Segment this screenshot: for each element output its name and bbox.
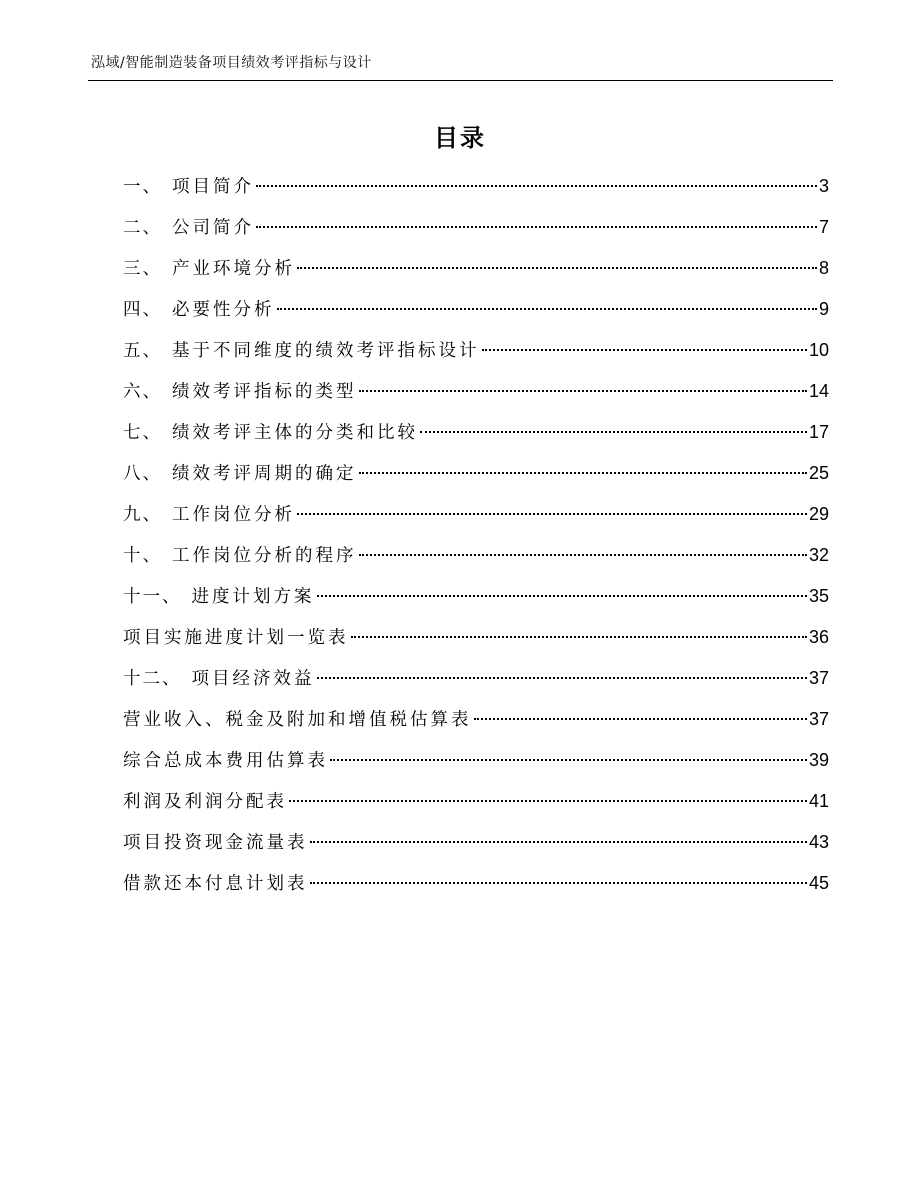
toc-entry-number: 一、	[123, 177, 162, 197]
toc-entry-title: 综合总成本费用估算表	[123, 751, 328, 771]
toc-entry[interactable]	[123, 785, 829, 826]
toc-entry-title: 绩效考评指标的类型	[172, 382, 357, 402]
toc-entry[interactable]	[123, 211, 829, 252]
toc-entry[interactable]	[123, 293, 829, 334]
toc-entry-page-number: 35	[808, 586, 829, 606]
page-title: 目录	[434, 124, 486, 152]
toc-entry-page-number: 29	[808, 504, 829, 524]
toc-entry[interactable]	[123, 867, 829, 908]
toc-dot-leader	[359, 472, 807, 474]
toc-entry[interactable]	[123, 375, 829, 416]
toc-entry-title: 基于不同维度的绩效考评指标设计	[172, 341, 480, 361]
toc-entry[interactable]	[123, 703, 829, 744]
toc-entry[interactable]	[123, 662, 829, 703]
toc-entry-page-number: 41	[808, 791, 829, 811]
table-of-contents	[123, 170, 829, 908]
running-header: 泓域/智能制造装备项目绩效考评指标与设计	[91, 55, 372, 71]
toc-entry-number: 六、	[123, 382, 162, 402]
toc-entry-page-number: 39	[808, 750, 829, 770]
toc-entry-number: 五、	[123, 341, 162, 361]
toc-dot-leader	[482, 349, 807, 351]
toc-dot-leader	[256, 185, 817, 187]
toc-entry[interactable]	[123, 621, 829, 662]
toc-dot-leader	[317, 595, 807, 597]
toc-entry-title: 公司简介	[172, 218, 254, 238]
toc-entry-number: 三、	[123, 259, 162, 279]
toc-dot-leader	[310, 841, 807, 843]
toc-entry[interactable]	[123, 580, 829, 621]
toc-entry-page-number: 36	[808, 627, 829, 647]
toc-entry-page-number: 14	[808, 381, 829, 401]
toc-dot-leader	[359, 390, 807, 392]
toc-dot-leader	[277, 308, 817, 310]
toc-entry-page-number: 8	[818, 258, 829, 278]
toc-entry[interactable]	[123, 416, 829, 457]
toc-entry-title: 项目投资现金流量表	[123, 833, 308, 853]
toc-entry-title: 项目实施进度计划一览表	[123, 628, 349, 648]
toc-entry-number: 十一、	[123, 587, 182, 607]
toc-entry-title: 工作岗位分析的程序	[172, 546, 357, 566]
toc-entry-page-number: 37	[808, 668, 829, 688]
toc-entry-number: 八、	[123, 464, 162, 484]
toc-entry-number: 十、	[123, 546, 162, 566]
toc-entry-page-number: 37	[808, 709, 829, 729]
toc-entry-page-number: 25	[808, 463, 829, 483]
toc-entry-title: 项目简介	[172, 177, 254, 197]
toc-entry[interactable]	[123, 826, 829, 867]
toc-entry[interactable]	[123, 170, 829, 211]
toc-entry-number: 四、	[123, 300, 162, 320]
toc-entry-title: 绩效考评周期的确定	[172, 464, 357, 484]
toc-entry-title: 利润及利润分配表	[123, 792, 287, 812]
toc-dot-leader	[289, 800, 807, 802]
toc-entry-title: 项目经济效益	[191, 669, 315, 689]
toc-entry-number: 十二、	[123, 669, 182, 689]
toc-entry-title: 产业环境分析	[172, 259, 295, 279]
toc-dot-leader	[474, 718, 807, 720]
toc-dot-leader	[297, 513, 807, 515]
toc-entry-number: 九、	[123, 505, 162, 525]
toc-entry-number: 二、	[123, 218, 162, 238]
toc-entry-page-number: 9	[818, 299, 829, 319]
toc-entry-page-number: 43	[808, 832, 829, 852]
toc-entry[interactable]	[123, 457, 829, 498]
toc-entry-page-number: 17	[808, 422, 829, 442]
toc-entry-title: 借款还本付息计划表	[123, 874, 308, 894]
toc-entry-title: 绩效考评主体的分类和比较	[172, 423, 418, 443]
toc-entry[interactable]	[123, 252, 829, 293]
toc-entry-page-number: 7	[818, 217, 829, 237]
toc-entry-number: 七、	[123, 423, 162, 443]
toc-dot-leader	[351, 636, 807, 638]
toc-entry[interactable]	[123, 744, 829, 785]
toc-dot-leader	[330, 759, 807, 761]
toc-entry-page-number: 32	[808, 545, 829, 565]
toc-dot-leader	[256, 226, 817, 228]
toc-dot-leader	[317, 677, 807, 679]
toc-entry-title: 必要性分析	[172, 300, 275, 320]
toc-dot-leader	[310, 882, 807, 884]
toc-entry-title: 营业收入、税金及附加和增值税估算表	[123, 710, 472, 730]
toc-entry-page-number: 10	[808, 340, 829, 360]
toc-entry-page-number: 45	[808, 873, 829, 893]
toc-entry[interactable]	[123, 334, 829, 375]
toc-entry-title: 工作岗位分析	[172, 505, 295, 525]
toc-entry[interactable]	[123, 539, 829, 580]
toc-entry-page-number: 3	[818, 176, 829, 196]
toc-entry-title: 进度计划方案	[191, 587, 315, 607]
toc-entry[interactable]	[123, 498, 829, 539]
header-rule	[88, 80, 833, 81]
toc-dot-leader	[359, 554, 807, 556]
toc-dot-leader	[297, 267, 817, 269]
toc-dot-leader	[420, 431, 807, 433]
